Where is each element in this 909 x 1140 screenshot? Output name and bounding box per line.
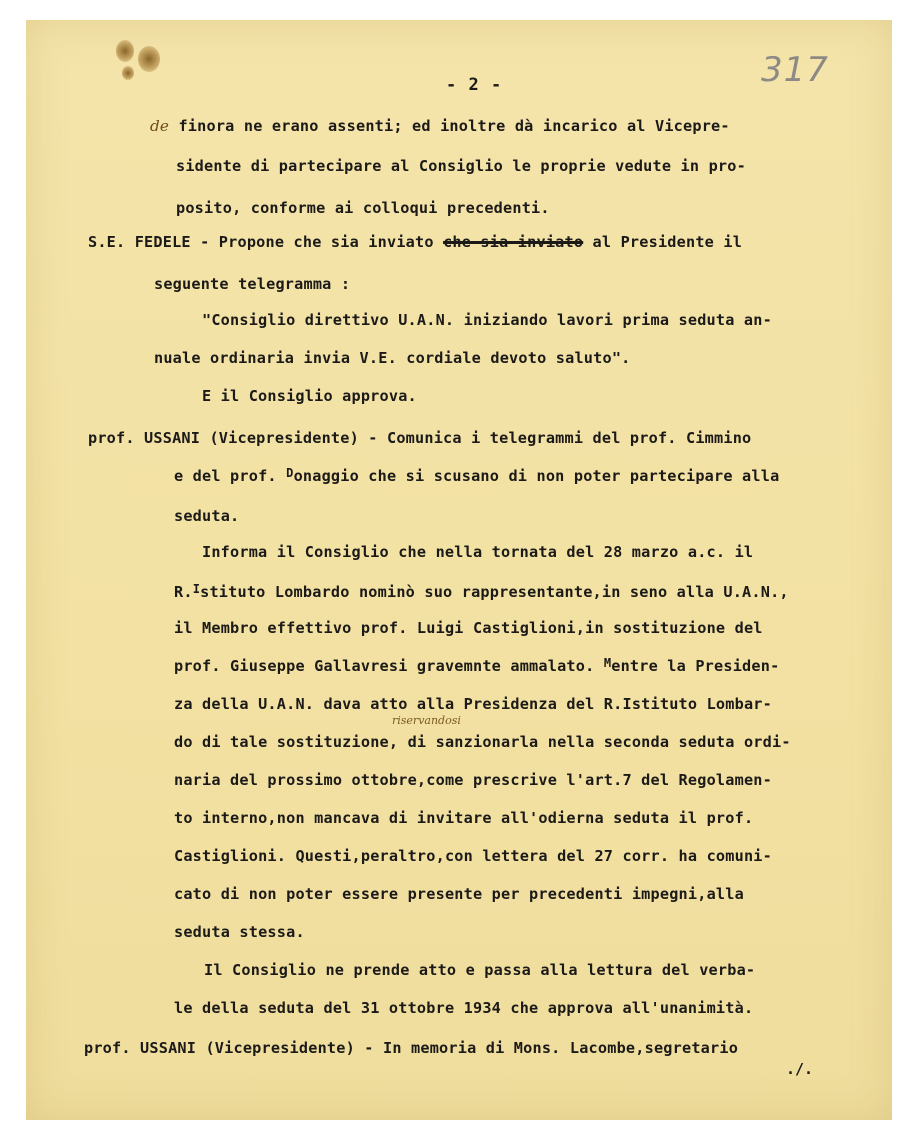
text-line: cato di non poter essere presente per precedenti impegni,alla <box>174 885 744 903</box>
ink-stain <box>122 66 134 80</box>
line-text: I <box>192 582 201 596</box>
text-line: Castiglioni. Questi,peraltro,con lettera del 27 corr. ha comuni- <box>174 847 772 865</box>
line-text: D <box>286 466 294 480</box>
line-text: - Propone che sia inviato <box>190 233 444 251</box>
archive-number: 317 <box>761 50 829 90</box>
speaker-name: S.E. FEDELE <box>88 233 191 251</box>
line-text: onaggio che si scusano di non poter partecipare alla <box>293 467 780 485</box>
line-text: entre la Presiden- <box>611 657 780 675</box>
text-line: sidente di partecipare al Consiglio le proprie vedute in pro- <box>176 157 746 175</box>
ink-stain <box>116 40 134 62</box>
handwritten-insertion: riservandosi <box>392 714 461 727</box>
text-line <box>174 466 779 487</box>
text-line: seguente telegramma : <box>154 275 351 293</box>
line-text: al Presidente il <box>583 233 743 251</box>
text-line <box>176 198 550 218</box>
text-line: "Consiglio direttivo U.A.N. iniziando lavori prima seduta an- <box>202 311 772 329</box>
speaker-name: prof. USSANI (Vicepresidente) <box>88 429 359 447</box>
text-line: seduta. <box>174 507 240 525</box>
text-line: Il Consiglio ne prende atto e passa alla lettura del verba- <box>204 961 756 979</box>
text-line: le della seduta del 31 ottobre 1934 che approva all'unanimità. <box>174 999 754 1017</box>
text-line: do di tale sostituzione, di sanzionarla nella seconda seduta ordi- <box>174 733 791 751</box>
text-line: naria del prossimo ottobre,come prescrive l'art.7 del Regolamen- <box>174 771 772 789</box>
handwritten-correction: de <box>150 117 170 135</box>
text-line <box>174 656 779 677</box>
text-line: nuale ordinaria invia V.E. cordiale devoto saluto". <box>154 349 631 367</box>
line-text: finora ne erano assenti; ed inoltre dà incarico al Vicepre- <box>169 117 730 135</box>
line-text: M <box>603 656 612 670</box>
line-text: prof. Giuseppe Gallavresi gravemnte ammalato. <box>174 657 604 675</box>
text-line: za della U.A.N. dava atto alla Presidenza del R.Istituto Lombar- <box>174 695 772 713</box>
text-line: il Membro effettivo prof. Luigi Castiglioni,in sostituzione del <box>174 619 763 637</box>
line-text: e del prof. <box>174 467 287 485</box>
text-line <box>84 1038 738 1058</box>
line-text: stituto Lombardo nominò suo rappresentante,in seno alla U.A.N., <box>200 583 789 601</box>
text-line: Informa il Consiglio che nella tornata del 28 marzo a.c. il <box>202 543 754 561</box>
text-line: to interno,non mancava di invitare all'odierna seduta il prof. <box>174 809 754 827</box>
ink-stain <box>138 46 160 72</box>
text-line <box>88 232 742 252</box>
line-text: , conforme ai colloqui precedenti. <box>232 199 550 217</box>
line-text: - In memoria di Mons. Lacombe,segretario <box>354 1039 739 1057</box>
speaker-name: prof. USSANI (Vicepresidente) <box>84 1039 355 1057</box>
continuation-mark: ./. <box>786 1060 814 1078</box>
struck-text: che sia inviato <box>443 233 584 251</box>
line-text: posito <box>176 199 233 217</box>
text-line: E il Consiglio approva. <box>202 387 417 405</box>
page-number: - 2 - <box>446 75 503 95</box>
text-line: seduta stessa. <box>174 923 305 941</box>
line-text: - Comunica i telegrammi del prof. Cimmino <box>358 429 752 447</box>
text-line <box>88 428 751 448</box>
text-line <box>150 116 730 136</box>
text-line <box>174 582 789 603</box>
document-page <box>26 20 892 1120</box>
line-text: R. <box>174 583 193 601</box>
